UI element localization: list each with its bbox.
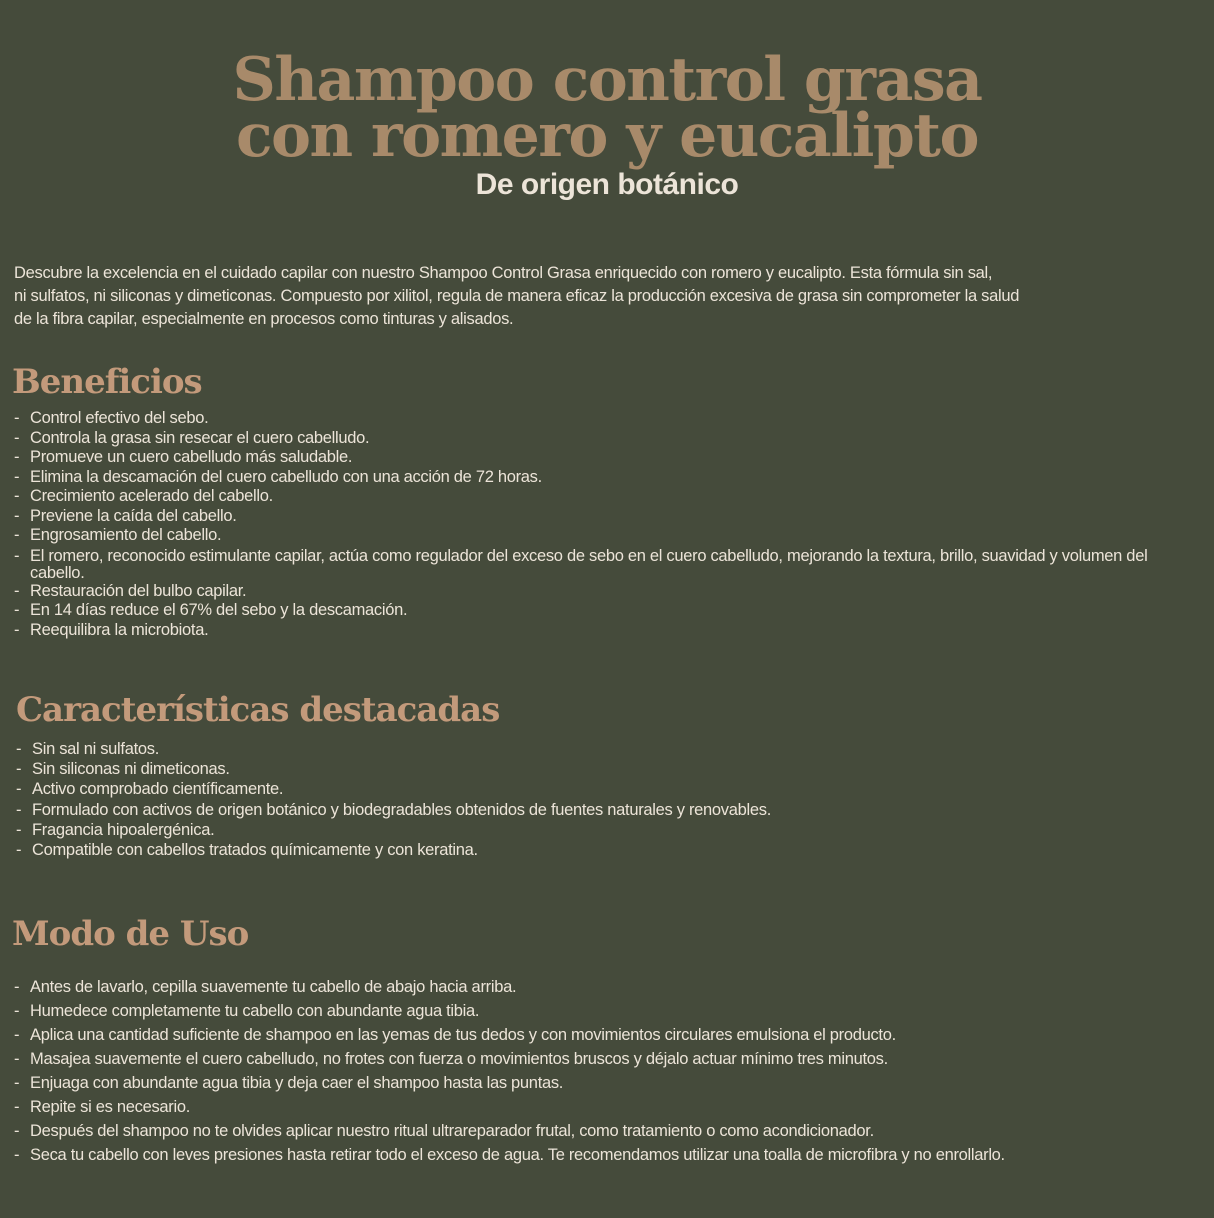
list-item: - Sin sal ni sulfatos. <box>16 739 1186 759</box>
intro-paragraph <box>14 262 1204 331</box>
list-item: - Crecimiento acelerado del cabello. <box>14 487 1184 507</box>
list-item: - En 14 días reduce el 67% del sebo y la descamación. <box>14 601 1184 621</box>
title-line-2: con romero y eucalipto <box>235 101 979 171</box>
list-item: - Control efectivo del sebo. <box>14 409 1184 429</box>
list-item: - Compatible con cabellos tratados químicamente y con keratina. <box>16 840 1186 860</box>
page-title <box>0 45 1214 171</box>
list-item: - Promueve un cuero cabelludo más saludable. <box>14 448 1184 468</box>
list-item: - Aplica una cantidad suficiente de shampoo en las yemas de tus dedos y con movimientos circulares emulsiona el producto. <box>14 1023 1064 1047</box>
modo-uso-list <box>14 975 1064 1164</box>
list-item: - El romero, reconocido estimulante capilar, actúa como regulador del exceso de sebo en el cuero cabelludo, mejorando la textura, brillo, suavidad y volumen del cabello. <box>14 546 1184 582</box>
intro-line: ni sulfatos, ni siliconas y dimeticonas. Compuesto por xilitol, regula de manera eficaz la producción excesiva de grasa sin comprometer la salud <box>14 287 1020 305</box>
list-item: - Antes de lavarlo, cepilla suavemente tu cabello de abajo hacia arriba. <box>14 975 1064 999</box>
caracteristicas-heading: Características destacadas <box>16 690 500 730</box>
list-item: - Humedece completamente tu cabello con abundante agua tibia. <box>14 999 1064 1023</box>
list-item: - Previene la caída del cabello. <box>14 507 1184 527</box>
list-item: - Engrosamiento del cabello. <box>14 526 1184 546</box>
subtitle: De origen botánico <box>475 168 739 201</box>
modo-uso-heading: Modo de Uso <box>12 914 249 954</box>
list-item: - Repite si es necesario. <box>14 1095 1064 1119</box>
list-item: - Seca tu cabello con leves presiones hasta retirar todo el exceso de agua. Te recomendamos utilizar una toalla de microfibra y no enrollarlo. <box>14 1143 1064 1164</box>
intro-line: de la fibra capilar, especialmente en procesos como tinturas y alisados. <box>14 310 514 328</box>
list-item: - Reequilibra la microbiota. <box>14 621 1184 641</box>
list-item: - Enjuaga con abundante agua tibia y deja caer el shampoo hasta las puntas. <box>14 1071 1064 1095</box>
list-item: - Controla la grasa sin resecar el cuero cabelludo. <box>14 429 1184 449</box>
beneficios-list <box>14 409 1184 640</box>
list-item: - Activo comprobado científicamente. <box>16 779 1186 799</box>
list-item: - Después del shampoo no te olvides aplicar nuestro ritual ultrareparador frutal, como tratamiento o como acondicionador. <box>14 1119 1064 1143</box>
list-item: - Masajea suavemente el cuero cabelludo, no frotes con fuerza o movimientos bruscos y déjalo actuar mínimo tres minutos. <box>14 1047 1064 1071</box>
list-item: - Fragancia hipoalergénica. <box>16 820 1186 840</box>
beneficios-heading: Beneficios <box>12 362 202 402</box>
list-item: - Sin siliconas ni dimeticonas. <box>16 759 1186 779</box>
title-line-1: Shampoo control grasa <box>232 45 982 115</box>
intro-line: Descubre la excelencia en el cuidado capilar con nuestro Shampoo Control Grasa enriquecido con romero y eucalipto. Esta fórmula sin sal, <box>14 264 993 282</box>
caracteristicas-list <box>16 739 1186 860</box>
list-item: - Formulado con activos de origen botánico y biodegradables obtenidos de fuentes naturales y renovables. <box>16 800 1186 820</box>
list-item: - Restauración del bulbo capilar. <box>14 582 1184 602</box>
list-item: - Elimina la descamación del cuero cabelludo con una acción de 72 horas. <box>14 468 1184 488</box>
